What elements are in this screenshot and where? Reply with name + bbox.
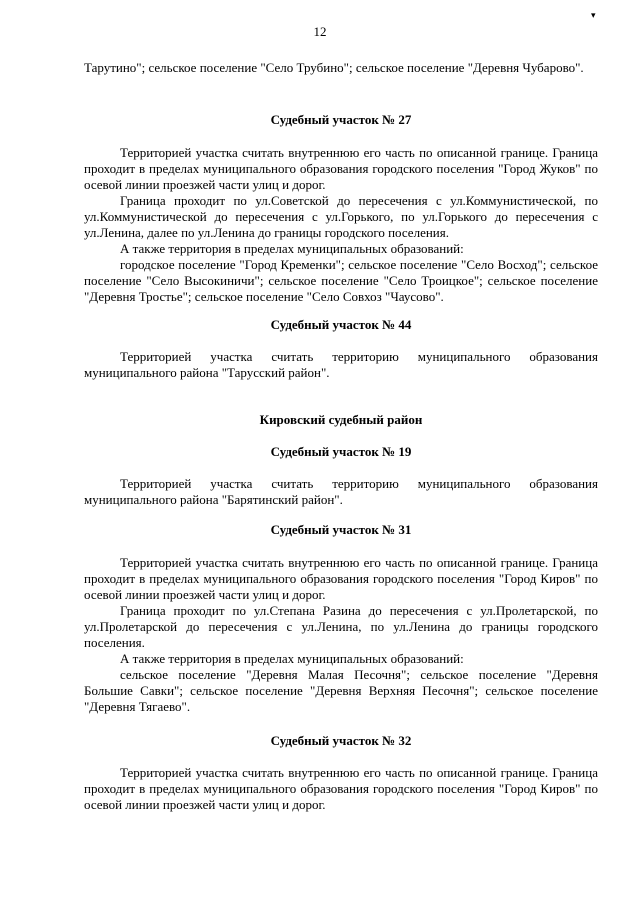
section-31-title: Судебный участок № 31 (270, 522, 412, 537)
section-31-paragraph-2: Граница проходит по ул.Степана Разина до пересечения с ул.Пролетарской, по ул.Пролетарской до пересечения с ул.Ленина, по ул.Ленина до границы городского поселения. (84, 603, 598, 650)
section-32-title: Судебный участок № 32 (270, 733, 412, 748)
corner-mark: ▾ (591, 10, 596, 20)
section-31-paragraph-3: А также территория в пределах муниципальных образований: (120, 651, 464, 666)
section-31 (84, 555, 598, 715)
section-27 (84, 145, 598, 305)
section-44-paragraph-1: Территорией участка считать территорию муниципального образования муниципального района "Тарусский район". (84, 349, 598, 380)
section-27-paragraph-3: А также территория в пределах муниципальных образований: (120, 241, 464, 256)
section-32-paragraph-1: Территорией участка считать внутреннюю его часть по описанной границе. Граница проходит в пределах муниципального образования городского поселения "Город Киров" по осевой линии проезжей части улиц и дорог. (84, 765, 598, 812)
intro-section (84, 60, 598, 76)
section-27-paragraph-2: Граница проходит по ул.Советской до пересечения с ул.Коммунистической, по ул.Коммунистической до пересечения с ул.Горького, по ул.Горького до пересечения с ул.Ленина, далее по ул.Ленина до границы городского поселения. (84, 193, 598, 240)
section-27-title: Судебный участок № 27 (270, 112, 412, 127)
section-19-paragraph-1: Территорией участка считать территорию муниципального образования муниципального района "Барятинский район". (84, 476, 598, 507)
section-44-title: Судебный участок № 44 (270, 317, 412, 332)
section-27-paragraph-1: Территорией участка считать внутреннюю его часть по описанной границе. Граница проходит в пределах муниципального образования городского поселения "Город Жуков" по осевой линии проезжей части улиц и дорог. (84, 145, 598, 192)
section-27-paragraph-4: городское поселение "Город Кременки"; сельское поселение "Село Восход"; сельское поселение "Село Высокиничи"; сельское поселение "Село Троицкое"; сельское поселение "Деревня Тростье"; сельское поселение "Село Совхоз "Чаусово". (84, 257, 598, 304)
section-31-paragraph-1: Территорией участка считать внутреннюю его часть по описанной границе. Граница проходит в пределах муниципального образования городского поселения "Город Киров" по осевой линии проезжей части улиц и дорог. (84, 555, 598, 602)
section-32 (84, 765, 598, 813)
district-title: Кировский судебный район (259, 412, 423, 427)
section-19 (84, 476, 598, 508)
section-31-paragraph-4: сельское поселение "Деревня Малая Песочня"; сельское поселение "Деревня Большие Савки"; сельское поселение "Деревня Верхняя Песочня"; сельское поселение "Деревня Тягаево". (84, 667, 598, 714)
section-19-title: Судебный участок № 19 (270, 444, 412, 459)
intro-paragraph: Тарутино"; сельское поселение "Село Трубино"; сельское поселение "Деревня Чубарово". (84, 60, 584, 75)
section-44 (84, 349, 598, 381)
page-number: 12 (313, 24, 327, 39)
